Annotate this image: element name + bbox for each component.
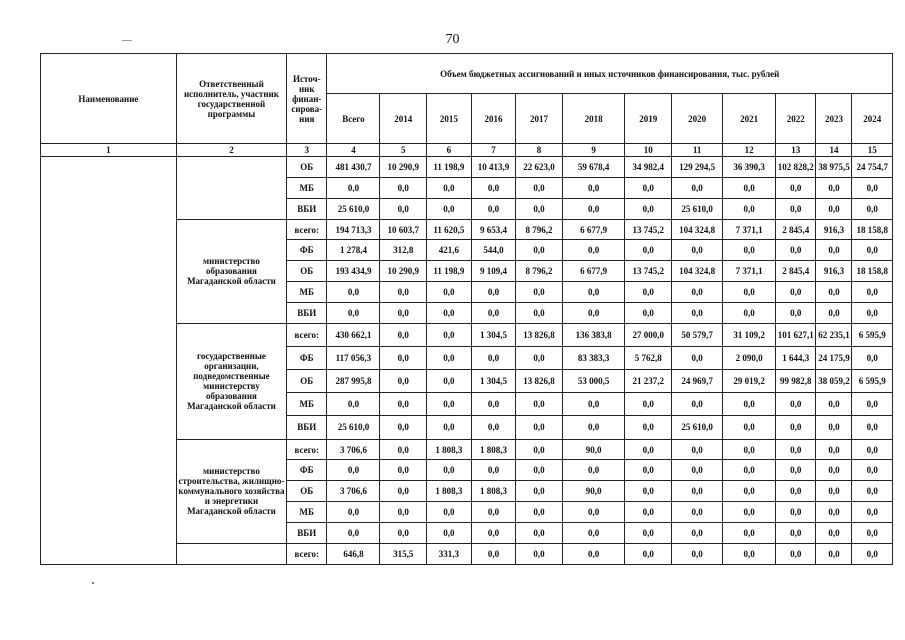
value-cell: 0,0 bbox=[625, 502, 672, 523]
value-cell: 0,0 bbox=[723, 303, 776, 324]
value-cell: 0,0 bbox=[852, 347, 893, 370]
header-funding: Объем бюджетных ассигнований и иных источников финансирования, тыс. рублей bbox=[327, 54, 893, 94]
value-cell: 0,0 bbox=[562, 416, 625, 439]
value-cell: 53 000,5 bbox=[562, 370, 625, 393]
value-cell: 0,0 bbox=[852, 502, 893, 523]
header-year: Всего bbox=[327, 94, 380, 144]
value-cell: 0,0 bbox=[776, 543, 816, 564]
header-year: 2020 bbox=[672, 94, 723, 144]
value-cell: 0,0 bbox=[562, 393, 625, 416]
value-cell: 916,3 bbox=[816, 261, 852, 282]
value-cell: 0,0 bbox=[380, 198, 427, 219]
value-cell: 0,0 bbox=[776, 198, 816, 219]
value-cell: 2 090,0 bbox=[723, 347, 776, 370]
executor-cell bbox=[176, 157, 286, 220]
value-cell: 0,0 bbox=[816, 303, 852, 324]
value-cell: 0,0 bbox=[672, 282, 723, 303]
value-cell: 0,0 bbox=[672, 393, 723, 416]
value-cell: 0,0 bbox=[723, 240, 776, 261]
value-cell: 3 706,6 bbox=[327, 481, 380, 502]
value-cell: 0,0 bbox=[852, 240, 893, 261]
value-cell: 0,0 bbox=[852, 303, 893, 324]
header-year: 2024 bbox=[852, 94, 893, 144]
value-cell: 0,0 bbox=[471, 282, 516, 303]
value-cell: 27 000,0 bbox=[625, 323, 672, 346]
value-cell: 13 826,8 bbox=[516, 323, 563, 346]
source-cell: всего: bbox=[287, 543, 327, 564]
value-cell: 0,0 bbox=[852, 416, 893, 439]
value-cell: 0,0 bbox=[672, 523, 723, 544]
value-cell: 0,0 bbox=[672, 502, 723, 523]
value-cell: 10 290,9 bbox=[380, 157, 427, 178]
column-number: 14 bbox=[816, 144, 852, 157]
value-cell: 50 579,7 bbox=[672, 323, 723, 346]
source-cell: ВБИ bbox=[287, 303, 327, 324]
value-cell: 0,0 bbox=[723, 439, 776, 460]
value-cell: 6 677,9 bbox=[562, 261, 625, 282]
value-cell: 0,0 bbox=[672, 347, 723, 370]
value-cell: 0,0 bbox=[625, 198, 672, 219]
value-cell: 0,0 bbox=[380, 393, 427, 416]
value-cell: 0,0 bbox=[471, 198, 516, 219]
value-cell: 193 434,9 bbox=[327, 261, 380, 282]
header-year: 2019 bbox=[625, 94, 672, 144]
value-cell: 0,0 bbox=[327, 303, 380, 324]
value-cell: 29 019,2 bbox=[723, 370, 776, 393]
value-cell: 104 324,8 bbox=[672, 261, 723, 282]
value-cell: 331,3 bbox=[427, 543, 472, 564]
value-cell: 0,0 bbox=[776, 303, 816, 324]
value-cell: 0,0 bbox=[427, 347, 472, 370]
value-cell: 6 595,9 bbox=[852, 323, 893, 346]
value-cell: 0,0 bbox=[427, 323, 472, 346]
value-cell: 0,0 bbox=[516, 282, 563, 303]
value-cell: 24 969,7 bbox=[672, 370, 723, 393]
value-cell: 0,0 bbox=[672, 481, 723, 502]
value-cell: 0,0 bbox=[471, 416, 516, 439]
value-cell: 0,0 bbox=[471, 502, 516, 523]
value-cell: 0,0 bbox=[562, 282, 625, 303]
value-cell: 0,0 bbox=[672, 543, 723, 564]
value-cell: 83 383,3 bbox=[562, 347, 625, 370]
value-cell: 0,0 bbox=[562, 502, 625, 523]
value-cell: 0,0 bbox=[516, 347, 563, 370]
header-name: Наименование bbox=[41, 54, 177, 144]
value-cell: 544,0 bbox=[471, 240, 516, 261]
value-cell: 0,0 bbox=[327, 393, 380, 416]
value-cell: 0,0 bbox=[625, 303, 672, 324]
value-cell: 0,0 bbox=[776, 416, 816, 439]
value-cell: 6 595,9 bbox=[852, 370, 893, 393]
column-numbers-row bbox=[41, 144, 893, 157]
value-cell: 0,0 bbox=[776, 481, 816, 502]
value-cell: 24 175,9 bbox=[816, 347, 852, 370]
value-cell: 0,0 bbox=[516, 523, 563, 544]
value-cell: 194 713,3 bbox=[327, 219, 380, 240]
value-cell: 1 304,5 bbox=[471, 323, 516, 346]
value-cell: 0,0 bbox=[380, 523, 427, 544]
value-cell: 1 304,5 bbox=[471, 370, 516, 393]
value-cell: 13 826,8 bbox=[516, 370, 563, 393]
value-cell: 0,0 bbox=[816, 393, 852, 416]
value-cell: 0,0 bbox=[852, 198, 893, 219]
header-year: 2014 bbox=[380, 94, 427, 144]
table-row bbox=[41, 157, 893, 178]
value-cell: 104 324,8 bbox=[672, 219, 723, 240]
value-cell: 0,0 bbox=[516, 393, 563, 416]
column-number: 1 bbox=[41, 144, 177, 157]
column-number: 15 bbox=[852, 144, 893, 157]
column-number: 5 bbox=[380, 144, 427, 157]
value-cell: 0,0 bbox=[380, 416, 427, 439]
value-cell: 0,0 bbox=[427, 177, 472, 198]
value-cell: 9 653,4 bbox=[471, 219, 516, 240]
value-cell: 13 745,2 bbox=[625, 261, 672, 282]
value-cell: 0,0 bbox=[723, 523, 776, 544]
value-cell: 0,0 bbox=[816, 502, 852, 523]
value-cell: 0,0 bbox=[816, 481, 852, 502]
value-cell: 10 413,9 bbox=[471, 157, 516, 178]
value-cell: 0,0 bbox=[427, 282, 472, 303]
header-year: 2022 bbox=[776, 94, 816, 144]
value-cell: 0,0 bbox=[776, 502, 816, 523]
value-cell: 0,0 bbox=[625, 460, 672, 481]
value-cell: 0,0 bbox=[723, 481, 776, 502]
source-cell: ФБ bbox=[287, 460, 327, 481]
value-cell: 102 828,2 bbox=[776, 157, 816, 178]
source-cell: МБ bbox=[287, 393, 327, 416]
header-year: 2015 bbox=[427, 94, 472, 144]
column-number: 2 bbox=[176, 144, 286, 157]
value-cell: 1 808,3 bbox=[427, 439, 472, 460]
source-cell: ФБ bbox=[287, 240, 327, 261]
value-cell: 0,0 bbox=[625, 416, 672, 439]
value-cell: 59 678,4 bbox=[562, 157, 625, 178]
value-cell: 0,0 bbox=[816, 543, 852, 564]
value-cell: 129 294,5 bbox=[672, 157, 723, 178]
value-cell: 0,0 bbox=[471, 347, 516, 370]
value-cell: 0,0 bbox=[625, 282, 672, 303]
value-cell: 0,0 bbox=[516, 439, 563, 460]
value-cell: 0,0 bbox=[327, 523, 380, 544]
value-cell: 25 610,0 bbox=[672, 416, 723, 439]
header-year: 2018 bbox=[562, 94, 625, 144]
value-cell: 315,5 bbox=[380, 543, 427, 564]
value-cell: 0,0 bbox=[562, 543, 625, 564]
value-cell: 0,0 bbox=[516, 481, 563, 502]
value-cell: 0,0 bbox=[816, 460, 852, 481]
value-cell: 0,0 bbox=[471, 303, 516, 324]
value-cell: 0,0 bbox=[816, 282, 852, 303]
value-cell: 0,0 bbox=[516, 177, 563, 198]
name-cell bbox=[41, 157, 177, 565]
source-cell: ВБИ bbox=[287, 523, 327, 544]
value-cell: 99 982,8 bbox=[776, 370, 816, 393]
value-cell: 0,0 bbox=[776, 240, 816, 261]
column-number: 13 bbox=[776, 144, 816, 157]
value-cell: 0,0 bbox=[380, 460, 427, 481]
value-cell: 136 383,8 bbox=[562, 323, 625, 346]
value-cell: 0,0 bbox=[516, 543, 563, 564]
value-cell: 1 808,3 bbox=[471, 481, 516, 502]
value-cell: 0,0 bbox=[672, 177, 723, 198]
value-cell: 0,0 bbox=[327, 177, 380, 198]
value-cell: 13 745,2 bbox=[625, 219, 672, 240]
value-cell: 8 796,2 bbox=[516, 219, 563, 240]
column-number: 7 bbox=[471, 144, 516, 157]
value-cell: 0,0 bbox=[380, 481, 427, 502]
value-cell: 0,0 bbox=[852, 439, 893, 460]
header-executor: Ответственный исполнитель, участник государственной программы bbox=[176, 54, 286, 144]
value-cell: 0,0 bbox=[427, 393, 472, 416]
value-cell: 0,0 bbox=[427, 303, 472, 324]
value-cell: 0,0 bbox=[776, 282, 816, 303]
value-cell: 0,0 bbox=[516, 502, 563, 523]
value-cell: 0,0 bbox=[723, 393, 776, 416]
value-cell: 0,0 bbox=[776, 523, 816, 544]
value-cell: 25 610,0 bbox=[327, 416, 380, 439]
value-cell: 430 662,1 bbox=[327, 323, 380, 346]
value-cell: 18 158,8 bbox=[852, 261, 893, 282]
source-cell: ОБ bbox=[287, 157, 327, 178]
budget-table bbox=[40, 53, 893, 565]
page-number: 70 bbox=[445, 32, 460, 47]
value-cell: 0,0 bbox=[776, 439, 816, 460]
value-cell: 0,0 bbox=[625, 481, 672, 502]
value-cell: 0,0 bbox=[723, 198, 776, 219]
value-cell: 2 845,4 bbox=[776, 261, 816, 282]
value-cell: 0,0 bbox=[327, 502, 380, 523]
value-cell: 34 982,4 bbox=[625, 157, 672, 178]
value-cell: 18 158,8 bbox=[852, 219, 893, 240]
value-cell: 0,0 bbox=[516, 198, 563, 219]
value-cell: 0,0 bbox=[852, 523, 893, 544]
value-cell: 1 644,3 bbox=[776, 347, 816, 370]
header-year: 2016 bbox=[471, 94, 516, 144]
executor-cell: министерство образования Магаданской области bbox=[176, 219, 286, 323]
value-cell: 287 995,8 bbox=[327, 370, 380, 393]
value-cell: 0,0 bbox=[427, 198, 472, 219]
value-cell: 0,0 bbox=[776, 177, 816, 198]
value-cell: 0,0 bbox=[852, 282, 893, 303]
value-cell: 0,0 bbox=[776, 460, 816, 481]
value-cell: 0,0 bbox=[816, 198, 852, 219]
scan-dot bbox=[92, 582, 94, 584]
value-cell: 0,0 bbox=[852, 177, 893, 198]
value-cell: 0,0 bbox=[380, 502, 427, 523]
value-cell: 0,0 bbox=[516, 240, 563, 261]
value-cell: 421,6 bbox=[427, 240, 472, 261]
source-cell: МБ bbox=[287, 502, 327, 523]
value-cell: 90,0 bbox=[562, 439, 625, 460]
value-cell: 0,0 bbox=[471, 460, 516, 481]
value-cell: 0,0 bbox=[471, 523, 516, 544]
value-cell: 0,0 bbox=[625, 523, 672, 544]
value-cell: 0,0 bbox=[516, 416, 563, 439]
column-number: 4 bbox=[327, 144, 380, 157]
value-cell: 0,0 bbox=[625, 177, 672, 198]
value-cell: 0,0 bbox=[852, 460, 893, 481]
header-source: Источ-ник финан-сирова-ния bbox=[287, 54, 327, 144]
value-cell: 0,0 bbox=[672, 439, 723, 460]
value-cell: 0,0 bbox=[427, 523, 472, 544]
value-cell: 0,0 bbox=[327, 282, 380, 303]
value-cell: 11 198,9 bbox=[427, 157, 472, 178]
value-cell: 1 278,4 bbox=[327, 240, 380, 261]
value-cell: 90,0 bbox=[562, 481, 625, 502]
table-body bbox=[41, 157, 893, 565]
header-year: 2017 bbox=[516, 94, 563, 144]
value-cell: 0,0 bbox=[723, 282, 776, 303]
value-cell: 0,0 bbox=[562, 240, 625, 261]
source-cell: всего: bbox=[287, 219, 327, 240]
value-cell: 0,0 bbox=[380, 347, 427, 370]
value-cell: 0,0 bbox=[852, 543, 893, 564]
value-cell: 0,0 bbox=[723, 460, 776, 481]
value-cell: 3 706,6 bbox=[327, 439, 380, 460]
value-cell: 0,0 bbox=[816, 439, 852, 460]
value-cell: 31 109,2 bbox=[723, 323, 776, 346]
value-cell: 0,0 bbox=[562, 198, 625, 219]
value-cell: 481 430,7 bbox=[327, 157, 380, 178]
source-cell: МБ bbox=[287, 282, 327, 303]
value-cell: 0,0 bbox=[471, 177, 516, 198]
value-cell: 7 371,1 bbox=[723, 219, 776, 240]
value-cell: 0,0 bbox=[723, 177, 776, 198]
value-cell: 0,0 bbox=[852, 481, 893, 502]
value-cell: 5 762,8 bbox=[625, 347, 672, 370]
value-cell: 1 808,3 bbox=[471, 439, 516, 460]
value-cell: 0,0 bbox=[380, 370, 427, 393]
value-cell: 0,0 bbox=[380, 177, 427, 198]
value-cell: 0,0 bbox=[516, 303, 563, 324]
source-cell: ВБИ bbox=[287, 198, 327, 219]
value-cell: 0,0 bbox=[723, 416, 776, 439]
value-cell: 0,0 bbox=[625, 393, 672, 416]
scan-mark bbox=[122, 40, 132, 41]
value-cell: 2 845,4 bbox=[776, 219, 816, 240]
column-number: 12 bbox=[723, 144, 776, 157]
value-cell: 0,0 bbox=[672, 460, 723, 481]
source-cell: ОБ bbox=[287, 261, 327, 282]
value-cell: 0,0 bbox=[816, 177, 852, 198]
value-cell: 8 796,2 bbox=[516, 261, 563, 282]
source-cell: ФБ bbox=[287, 347, 327, 370]
value-cell: 0,0 bbox=[380, 282, 427, 303]
value-cell: 0,0 bbox=[427, 460, 472, 481]
value-cell: 25 610,0 bbox=[672, 198, 723, 219]
value-cell: 22 623,0 bbox=[516, 157, 563, 178]
value-cell: 11 620,5 bbox=[427, 219, 472, 240]
column-number: 8 bbox=[516, 144, 563, 157]
value-cell: 0,0 bbox=[816, 523, 852, 544]
value-cell: 0,0 bbox=[471, 393, 516, 416]
column-number: 6 bbox=[427, 144, 472, 157]
executor-cell bbox=[176, 543, 286, 564]
value-cell: 10 290,9 bbox=[380, 261, 427, 282]
value-cell: 38 975,5 bbox=[816, 157, 852, 178]
value-cell: 10 603,7 bbox=[380, 219, 427, 240]
value-cell: 0,0 bbox=[852, 393, 893, 416]
value-cell: 0,0 bbox=[776, 393, 816, 416]
executor-cell: министерство строительства, жилищно-коммунального хозяйства и энергетики Магаданской области bbox=[176, 439, 286, 543]
value-cell: 0,0 bbox=[471, 543, 516, 564]
source-cell: ОБ bbox=[287, 370, 327, 393]
value-cell: 0,0 bbox=[625, 439, 672, 460]
value-cell: 0,0 bbox=[625, 543, 672, 564]
value-cell: 0,0 bbox=[625, 240, 672, 261]
value-cell: 1 808,3 bbox=[427, 481, 472, 502]
value-cell: 0,0 bbox=[672, 240, 723, 261]
header-year: 2023 bbox=[816, 94, 852, 144]
source-cell: всего: bbox=[287, 439, 327, 460]
value-cell: 25 610,0 bbox=[327, 198, 380, 219]
value-cell: 0,0 bbox=[723, 543, 776, 564]
value-cell: 6 677,9 bbox=[562, 219, 625, 240]
column-number: 10 bbox=[625, 144, 672, 157]
value-cell: 38 059,2 bbox=[816, 370, 852, 393]
column-number: 9 bbox=[562, 144, 625, 157]
value-cell: 0,0 bbox=[562, 523, 625, 544]
value-cell: 312,8 bbox=[380, 240, 427, 261]
column-number: 3 bbox=[287, 144, 327, 157]
value-cell: 0,0 bbox=[562, 460, 625, 481]
value-cell: 0,0 bbox=[380, 303, 427, 324]
value-cell: 9 109,4 bbox=[471, 261, 516, 282]
value-cell: 916,3 bbox=[816, 219, 852, 240]
value-cell: 0,0 bbox=[723, 502, 776, 523]
column-number: 11 bbox=[672, 144, 723, 157]
header-year: 2021 bbox=[723, 94, 776, 144]
value-cell: 0,0 bbox=[427, 416, 472, 439]
value-cell: 0,0 bbox=[672, 303, 723, 324]
value-cell: 62 235,1 bbox=[816, 323, 852, 346]
source-cell: ВБИ bbox=[287, 416, 327, 439]
value-cell: 0,0 bbox=[427, 502, 472, 523]
value-cell: 101 627,1 bbox=[776, 323, 816, 346]
value-cell: 36 390,3 bbox=[723, 157, 776, 178]
value-cell: 7 371,1 bbox=[723, 261, 776, 282]
source-cell: МБ bbox=[287, 177, 327, 198]
value-cell: 0,0 bbox=[427, 370, 472, 393]
source-cell: ОБ bbox=[287, 481, 327, 502]
value-cell: 0,0 bbox=[327, 460, 380, 481]
executor-cell: государственные организации, подведомственные министерству образования Магаданской области bbox=[176, 323, 286, 439]
source-cell: всего: bbox=[287, 323, 327, 346]
value-cell: 0,0 bbox=[380, 439, 427, 460]
value-cell: 646,8 bbox=[327, 543, 380, 564]
value-cell: 0,0 bbox=[562, 303, 625, 324]
value-cell: 0,0 bbox=[816, 240, 852, 261]
value-cell: 117 056,3 bbox=[327, 347, 380, 370]
value-cell: 0,0 bbox=[562, 177, 625, 198]
value-cell: 0,0 bbox=[516, 460, 563, 481]
value-cell: 24 754,7 bbox=[852, 157, 893, 178]
value-cell: 11 198,9 bbox=[427, 261, 472, 282]
value-cell: 21 237,2 bbox=[625, 370, 672, 393]
value-cell: 0,0 bbox=[816, 416, 852, 439]
value-cell: 0,0 bbox=[380, 323, 427, 346]
